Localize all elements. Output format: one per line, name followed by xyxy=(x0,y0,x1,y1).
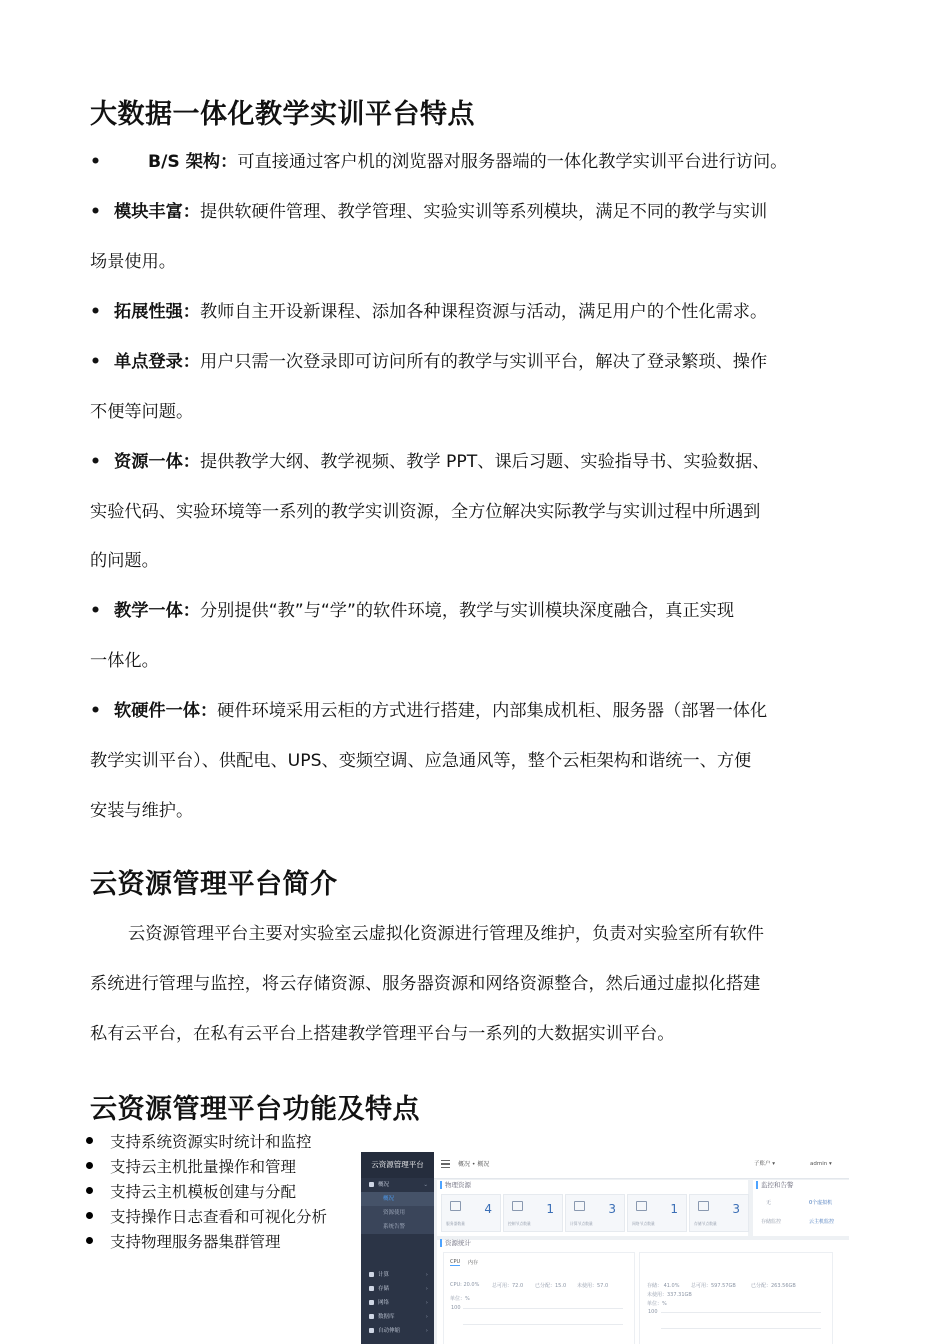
nav-sub-overview: 概况 xyxy=(361,1192,434,1206)
resource-stats-title: 资源统计 xyxy=(440,1239,471,1247)
paragraph-line: 系统进行管理与监控，将云存储资源、服务器资源和网络资源整合，然后通过虚拟化搭建 xyxy=(90,974,761,994)
top-bar xyxy=(434,1152,849,1179)
tab-cpu: CPU xyxy=(450,1259,461,1265)
menu-icon xyxy=(441,1160,450,1168)
brand-title: 云资源管理平台 xyxy=(361,1152,434,1178)
feature-item: 支持云主机模板创建与分配 xyxy=(86,1180,296,1202)
paragraph-line: 云资源管理平台主要对实验室云虚拟化资源进行管理及维护，负责对实验室所有软件 xyxy=(128,924,764,944)
list-item-continuation: 安装与维护。 xyxy=(90,801,194,821)
bullet-icon xyxy=(86,1212,93,1219)
sidebar xyxy=(361,1152,434,1344)
nav-sub-alarm: 系统告警 xyxy=(361,1220,434,1234)
stat-card: 1 控制节点数量 xyxy=(503,1194,563,1232)
tab-memory: 内存 xyxy=(468,1260,479,1266)
breadcrumb: 概况 • 概况 xyxy=(458,1161,490,1168)
database-icon xyxy=(369,1314,374,1319)
list-item-continuation: 的问题。 xyxy=(90,551,159,571)
list-item-continuation: 不便等问题。 xyxy=(90,402,194,422)
list-item-continuation: 一体化。 xyxy=(90,651,159,671)
list-item: • 软硬件一体：硬件环境采用云柜的方式进行搭建，内部集成机柜、服务器（部署一体化 xyxy=(90,701,768,721)
bullet-icon xyxy=(86,1137,93,1144)
list-item-continuation: 教学实训平台）、供配电、UPS、变频空调、应急通风等，整个云柜架构和谐统一、方便 xyxy=(90,751,752,771)
feature-item: 支持操作日志查看和可视化分析 xyxy=(86,1205,327,1227)
nav-storage: 存储 › xyxy=(361,1282,434,1296)
control-node-icon xyxy=(512,1201,523,1211)
storage-icon xyxy=(369,1286,374,1291)
list-item-continuation: 实验代码、实验环境等一系列的教学实训资源，全方位解决实际教学与实训过程中所遇到 xyxy=(90,502,761,522)
storage-chart-box xyxy=(639,1252,833,1344)
section-title-intro: 云资源管理平台简介 xyxy=(90,869,338,900)
server-icon xyxy=(450,1201,461,1211)
list-item: • 资源一体：提供教学大纲、教学视频、教学 PPT、课后习题、实验指导书、实验数据、 xyxy=(90,452,770,472)
list-item: • 模块丰富：提供软硬件管理、教学管理、实验实训等系列模块，满足不同的教学与实训 xyxy=(90,202,768,222)
nav-automation: 自动伸缩 › xyxy=(361,1324,434,1338)
list-item-continuation: 场景使用。 xyxy=(90,252,176,272)
chevron-icon: ⌄ xyxy=(423,1182,428,1188)
subaccount-menu: 子账户 ▾ xyxy=(754,1161,776,1167)
stat-card: 4 服务器数量 xyxy=(441,1194,501,1232)
nav-network: 网络 › xyxy=(361,1296,434,1310)
section-title-features: 大数据一体化教学实训平台特点 xyxy=(90,99,475,130)
globe-icon xyxy=(636,1201,647,1211)
list-item: • B/S 架构：可直接通过客户机的浏览器对服务器端的一体化教学实训平台进行访问。 xyxy=(90,152,788,172)
stat-card: 3 存储节点数量 xyxy=(689,1194,749,1232)
nav-compute: 计算 › xyxy=(361,1268,434,1282)
feature-item: 支持云主机批量操作和管理 xyxy=(86,1155,296,1177)
monitor-title: 监控和告警 xyxy=(756,1181,794,1189)
nav-sub-resource: 资源使用 xyxy=(361,1206,434,1220)
paragraph-line: 私有云平台，在私有云平台上搭建教学管理平台与一系列的大数据实训平台。 xyxy=(90,1024,675,1044)
cloud-icon xyxy=(369,1272,374,1277)
admin-menu: admin ▾ xyxy=(810,1161,832,1167)
section-title-functions: 云资源管理平台功能及特点 xyxy=(90,1094,420,1125)
physical-resources-title: 物理资源 xyxy=(440,1181,471,1189)
list-item: • 拓展性强：教师自主开设新课程、添加各种课程资源与活动，满足用户的个性化需求。 xyxy=(90,302,768,322)
bullet-icon xyxy=(86,1237,93,1244)
save-icon xyxy=(698,1201,709,1211)
platform-screenshot: 云资源管理平台 概况 ⌄ 概况 资源使用 系统告警 计算 › 存储 › 网络 › 数据库 › 自动伸缩 › 概况 • 概况 子账户 ▾ admin ▾ 物理资源 4 服务器数量 1 控制节点数量 3 计算节点数量 1 网络节点数量 3 存储节点数量 监控和告警 无 0个虚拟机 存储监控 云主机监控 资源统计 CPU 内存 CPU: 20.0% 总可用：72.0 已分配：15.0 未使用：57.0 单位：% 100 存储： 41.0% 总可用：597.57GB 已分配：263.56GB 未使用：337.31GB 单位：% 100 xyxy=(361,1152,849,1344)
feature-item: 支持系统资源实时统计和监控 xyxy=(86,1130,312,1152)
stat-card: 1 网络节点数量 xyxy=(627,1194,687,1232)
bullet-icon xyxy=(86,1162,93,1169)
bullet-icon xyxy=(86,1187,93,1194)
list-item: • 教学一体：分别提供“教”与“学”的软件环境，教学与实训模块深度融合，真正实现 xyxy=(90,601,735,621)
dashboard-icon xyxy=(369,1182,374,1187)
list-item: • 单点登录：用户只需一次登录即可访问所有的教学与实训平台，解决了登录繁琐、操作 xyxy=(90,352,768,372)
nav-database: 数据库 › xyxy=(361,1310,434,1324)
cpu-chart-box xyxy=(443,1252,635,1344)
feature-item: 支持物理服务器集群管理 xyxy=(86,1230,281,1252)
stat-card: 3 计算节点数量 xyxy=(565,1194,625,1232)
network-icon xyxy=(369,1300,374,1305)
scale-icon xyxy=(369,1328,374,1333)
compute-node-icon xyxy=(574,1201,585,1211)
nav-overview: 概况 ⌄ xyxy=(361,1178,434,1192)
